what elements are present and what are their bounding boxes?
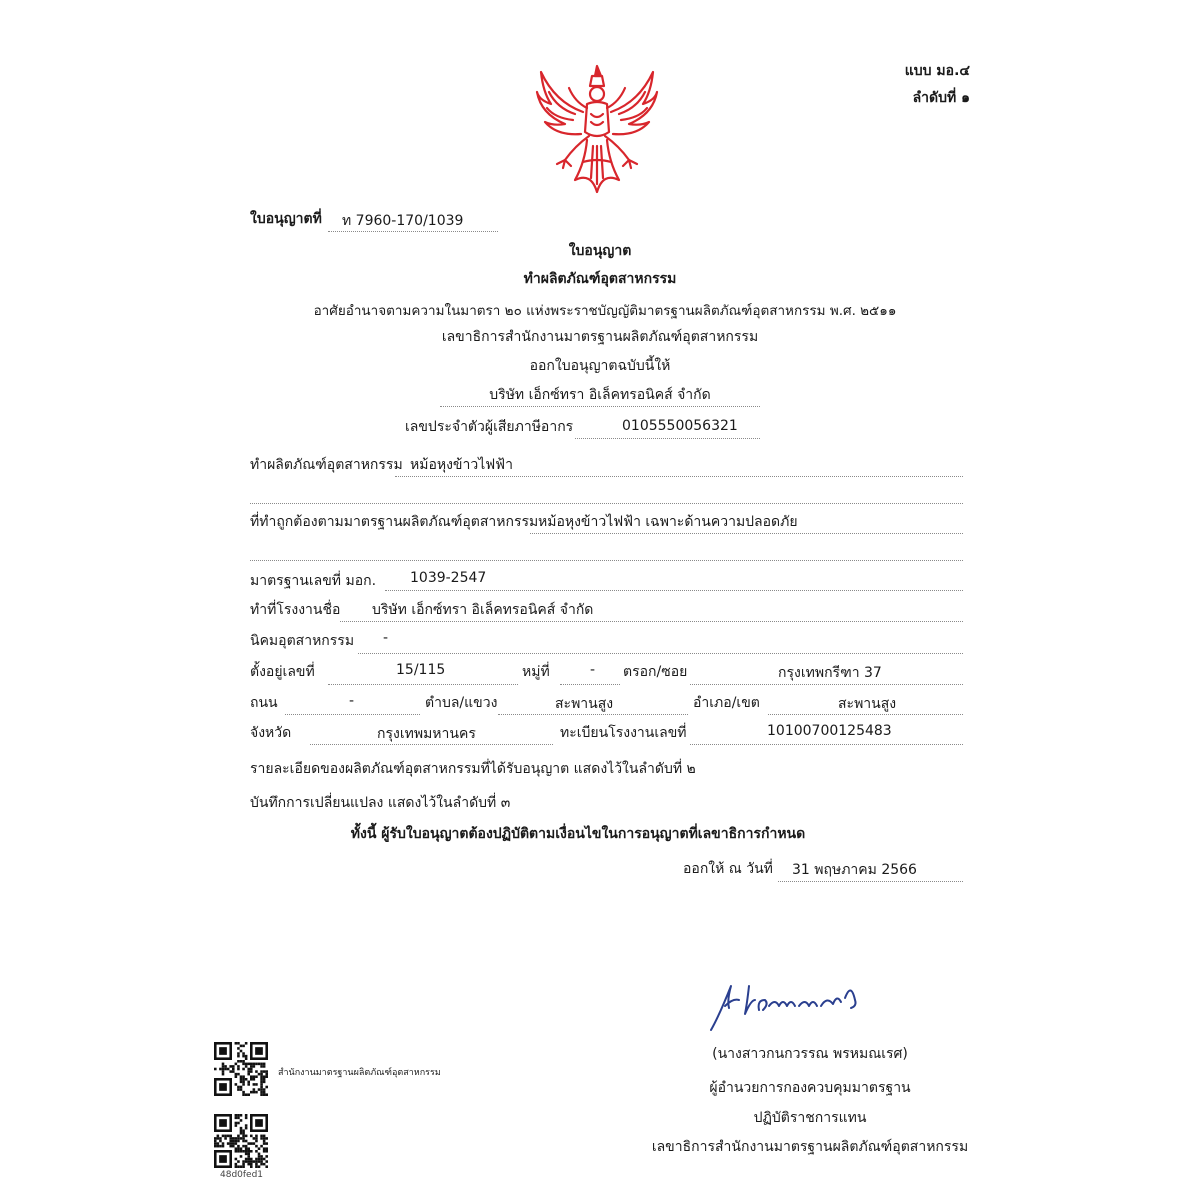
standard-number-value: 1039-2547: [410, 570, 487, 586]
soi-value: กรุงเทพกรีฑา 37: [778, 665, 882, 681]
sequence-number: ลำดับที่ ๑: [912, 90, 970, 106]
tax-id-value: 0105550056321: [622, 418, 738, 434]
address-number-value: 15/115: [396, 662, 446, 678]
subdistrict-label: ตำบล/แขวง: [425, 695, 498, 711]
conditions-statement: ทั้งนี้ ผู้รับใบอนุญาตต้องปฏิบัติตามเงื่อนไขในการอนุญาตที่เลขาธิการกำหนด: [350, 826, 806, 842]
signature: [705, 970, 865, 1035]
issuer-title: เลขาธิการสำนักงานมาตรฐานผลิตภัณฑ์อุตสาหกรรม: [441, 329, 759, 345]
change-record-note: บันทึกการเปลี่ยนแปลง แสดงไว้ในลำดับที่ ๓: [250, 795, 511, 811]
signatory-on-behalf: เลขาธิการสำนักงานมาตรฐานผลิตภัณฑ์อุตสาหกรรม: [651, 1139, 969, 1155]
factory-name-value: บริษัท เอ็กซ์ทรา อิเล็คทรอนิคส์ จำกัด: [372, 602, 594, 618]
standard-label: ที่ทำถูกต้องตามมาตรฐานผลิตภัณฑ์อุตสาหกรรม: [250, 514, 539, 530]
license-number-value: ท 7960-170/1039: [342, 213, 464, 229]
standard-value: หม้อหุงข้าวไฟฟ้า เฉพาะด้านความปลอดภัย: [538, 514, 798, 530]
factory-registration-value: 10100700125483: [767, 723, 892, 739]
moo-label: หมู่ที่: [522, 664, 550, 680]
license-number-label: ใบอนุญาตที่: [250, 211, 322, 227]
authority-clause: อาศัยอำนาจตามความในมาตรา ๒๐ แห่งพระราชบัญญัติมาตรฐานผลิตภัณฑ์อุตสาหกรรม พ.ศ. ๒๕๑๑: [313, 303, 897, 319]
issue-to-text: ออกใบอนุญาตฉบับนี้ให้: [529, 358, 671, 374]
document-subtitle: ทำผลิตภัณฑ์อุตสาหกรรม: [523, 271, 677, 287]
product-value: หม้อหุงข้าวไฟฟ้า: [410, 457, 513, 473]
company-name: บริษัท เอ็กซ์ทรา อิเล็คทรอนิคส์ จำกัด: [489, 387, 711, 403]
signatory-acting: ปฏิบัติราชการแทน: [753, 1110, 867, 1126]
factory-name-label: ทำที่โรงงานชื่อ: [250, 602, 341, 618]
subdistrict-value: สะพานสูง: [555, 696, 614, 712]
province-label: จังหวัด: [250, 725, 292, 741]
issue-date-label: ออกให้ ณ วันที่: [683, 861, 773, 877]
qr-caption: สำนักงานมาตรฐานผลิตภัณฑ์อุตสาหกรรม: [278, 1068, 441, 1078]
soi-label: ตรอก/ซอย: [623, 664, 688, 680]
province-value: กรุงเทพมหานคร: [377, 726, 476, 742]
document-title: ใบอนุญาต: [568, 243, 632, 259]
signatory-name: (นางสาวกนกวรรณ พรหมณเรศ): [712, 1046, 908, 1062]
district-value: สะพานสูง: [838, 696, 897, 712]
factory-registration-label: ทะเบียนโรงงานเลขที่: [560, 725, 687, 741]
qr-code-icon: [214, 1114, 268, 1168]
form-code: แบบ มอ.๔: [904, 63, 970, 79]
signatory-position: ผู้อำนวยการกองควบคุมมาตรฐาน: [709, 1080, 911, 1096]
product-details-note: รายละเอียดของผลิตภัณฑ์อุตสาหกรรมที่ได้รับอนุญาต แสดงไว้ในลำดับที่ ๒: [250, 761, 696, 777]
road-value: -: [349, 693, 355, 709]
industrial-estate-value: -: [383, 630, 389, 646]
standard-number-label: มาตรฐานเลขที่ มอก.: [250, 573, 377, 589]
issue-date-value: 31 พฤษภาคม 2566: [792, 862, 917, 878]
address-number-label: ตั้งอยู่เลขที่: [250, 664, 315, 680]
garuda-emblem: [535, 62, 660, 197]
industrial-estate-label: นิคมอุตสาหกรรม: [250, 633, 355, 649]
district-label: อำเภอ/เขต: [693, 695, 760, 711]
document-code: 48d0fed1: [220, 1170, 264, 1180]
product-label: ทำผลิตภัณฑ์อุตสาหกรรม: [250, 457, 403, 473]
tax-id-label: เลขประจำตัวผู้เสียภาษีอากร: [405, 419, 574, 435]
moo-value: -: [590, 662, 596, 678]
qr-code-icon: [214, 1042, 268, 1096]
road-label: ถนน: [250, 695, 278, 711]
